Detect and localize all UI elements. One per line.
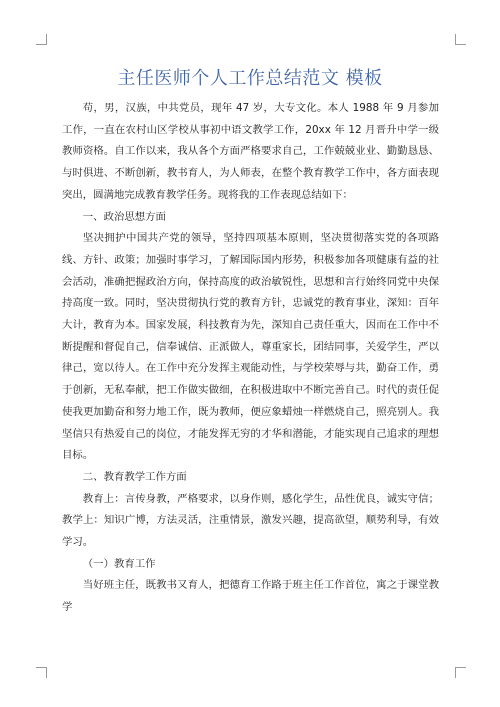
crop-mark-top-left bbox=[36, 34, 47, 45]
subsection-heading-education: （一）教育工作 bbox=[82, 557, 156, 570]
crop-mark-bottom-left bbox=[36, 667, 47, 678]
paragraph-education: 当好班主任，既教书又育人，把德育工作路于班主任工作首位，寓之于课堂教学 bbox=[62, 579, 439, 614]
document-title: 主任医师个人工作总结范文 模板 bbox=[117, 68, 383, 89]
paragraph-teaching: 教育上：言传身教，严格要求，以身作则，感化学生，品性优良，诚实守信；教学上：知识广博，方法灵活，注重情景，激发兴趣，提高欲望，顺势利导，有效学习。 bbox=[62, 492, 439, 549]
crop-mark-top-right bbox=[455, 34, 466, 45]
paragraph-intro: 苟，男，汉族，中共党员，现年 47 岁，大专文化。本人 1988 年 9 月参加工作，一直在农村山区学校从事初中语文教学工作，20xx 年 12 月晋升中学一级教师资格。自工作以来，我从各个方面严格要求自己，工作兢兢业业、勤勤恳恳、与时俱进、不断创新，教书育人，为人师表，在整个教育教学工作中，各方面表现突出，圆满地完成教育教学任务。现将我的工作表现总结如下： bbox=[62, 102, 439, 201]
crop-mark-bottom-right bbox=[455, 667, 466, 678]
section-heading-teaching: 二、教育教学工作方面 bbox=[82, 470, 187, 483]
section-heading-political: 一、政治思想方面 bbox=[82, 210, 166, 223]
paragraph-political: 坚决拥护中国共产党的领导，坚持四项基本原则，坚决贯彻落实党的各项路线、方针、政策；加强时事学习，了解国际国内形势，积极参加各项健康有益的社会活动，准确把握政治方向，保持高度的政治敏锐性，思想和言行始终同党中央保持高度一致。同时，坚决贯彻执行党的教育方针，忠诚党的教育事业，深知：百年大计，教育为本。国家发展，科技教育为先，深知自己责任重大，因而在工作中不断提醒和督促自己，信奉诚信、正派做人，尊重家长，团结同事，关爱学生，严以律己，宽以待人。在工作中充分发挥主观能动性，与学校荣辱与共，勤奋工作，勇于创新，无私奉献，把工作做实做细，在积极进取中不断完善自己。时代的责任促使我更加勤奋和努力地工作，既为教师，便应象蜡烛一样燃烧自己，照亮别人。我坚信只有热爱自己的岗位，才能发挥无穷的才华和潜能，才能实现自己追求的理想目标。 bbox=[62, 232, 439, 462]
document-body bbox=[62, 98, 439, 619]
